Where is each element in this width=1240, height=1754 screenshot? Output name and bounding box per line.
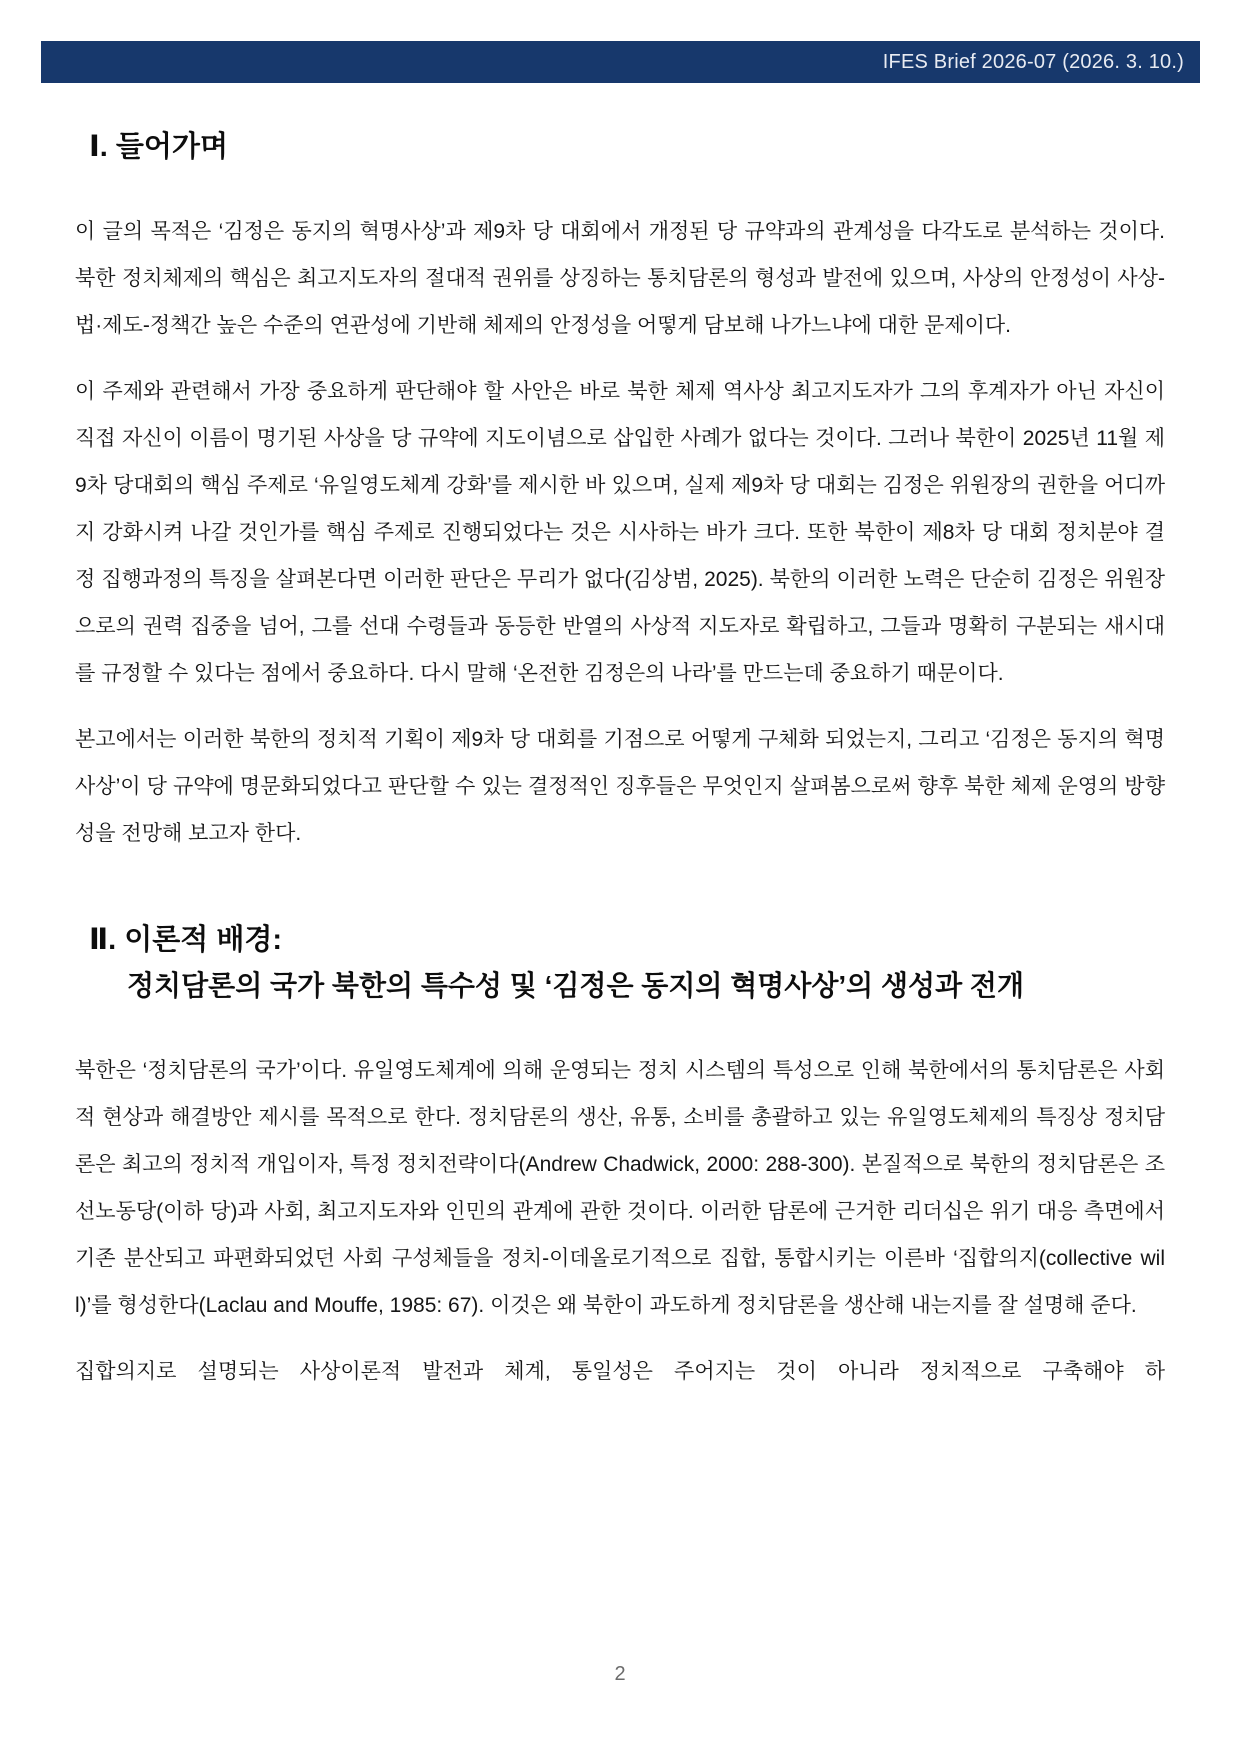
page-content [75,128,1165,1395]
section2-paragraph-2: 집합의지로 설명되는 사상이론적 발전과 체계, 통일성은 주어지는 것이 아니라 정치적으로 구축해야 하 [75,1360,1165,1383]
section1-heading: Ⅰ. 들어가며 [89,131,228,163]
section2-heading-line2: 정치담론의 국가 북한의 특수성 및 ‘김정은 동지의 혁명사상’의 생성과 전개 [127,970,1025,1001]
header-bar [41,41,1200,83]
section1-paragraph-1: 이 글의 목적은 ‘김정은 동지의 혁명사상’과 제9차 당 대회에서 개정된 당 규약과의 관계성을 다각도로 분석하는 것이다. 북한 정치체제의 핵심은 최고지도자의 절대적 권위를 상징하는 통치담론의 형성과 발전에 있으며, 사상의 안정성이 사상-법·제도-정책간 높은 수준의 연관성에 기반해 체제의 안정성을 어떻게 담보해 나가느냐에 대한 문제이다. [75,220,1165,337]
section1-paragraph-2: 이 주제와 관련해서 가장 중요하게 판단해야 할 사안은 바로 북한 체제 역사상 최고지도자가 그의 후계자가 아닌 자신이 직접 자신이 이름이 명기된 사상을 당 규약에 지도이념으로 삽입한 사례가 없다는 것이다. 그러나 북한이 2025년 11월 제9차 당대회의 핵심 주제로 ‘유일영도체계 강화’를 제시한 바 있으며, 실제 제9차 당 대회는 김정은 위원장의 권한을 어디까지 강화시켜 나갈 것인가를 핵심 주제로 진행되었다는 것은 시사하는 바가 크다. 또한 북한이 제8차 당 대회 정치분야 결정 집행과정의 특징을 살펴본다면 이러한 판단은 무리가 없다(김상범, 2025). 북한의 이러한 노력은 단순히 김정은 위원장으로의 권력 집중을 넘어, 그를 선대 수령들과 동등한 반열의 사상적 지도자로 확립하고, 그들과 명확히 구분되는 새시대를 규정할 수 있다는 점에서 중요하다. 다시 말해 ‘온전한 김정은의 나라’를 만드는데 중요하기 때문이다. [75,380,1165,685]
brief-issue-label: IFES Brief 2026-07 (2026. 3. 10.) [882,50,1184,73]
section2-paragraph-1: 북한은 ‘정치담론의 국가’이다. 유일영도체계에 의해 운영되는 정치 시스템의 특성으로 인해 북한에서의 통치담론은 사회적 현상과 해결방안 제시를 목적으로 한다. 정치담론의 생산, 유통, 소비를 총괄하고 있는 유일영도체제의 특징상 정치담론은 최고의 정치적 개입이자, 특정 정치전략이다(Andrew Chadwick, 2000: 288-300). 본질적으로 북한의 정치담론은 조선노동당(이하 당)과 사회, 최고지도자와 인민의 관계에 관한 것이다. 이러한 담론에 근거한 리더십은 위기 대응 측면에서 기존 분산되고 파편화되었던 사회 구성체들을 정치-이데올로기적으로 집합, 통합시키는 이른바 ‘집합의지(collective will)’를 형성한다(Laclau and Mouffe, 1985: 67). 이것은 왜 북한이 과도하게 정치담론을 생산해 내는지를 잘 설명해 준다. [75,1059,1165,1317]
section1-paragraph-3: 본고에서는 이러한 북한의 정치적 기획이 제9차 당 대회를 기점으로 어떻게 구체화 되었는지, 그리고 ‘김정은 동지의 혁명사상’이 당 규약에 명문화되었다고 판단할 수 있는 결정적인 징후들은 무엇인지 살펴봄으로써 향후 북한 체제 운영의 방향성을 전망해 보고자 한다. [75,728,1165,845]
page-number: 2 [614,1663,626,1685]
section2-heading-line1: Ⅱ. 이론적 배경: [89,924,283,956]
page-footer [0,1663,1240,1686]
section2-heading-block [75,921,1165,1005]
